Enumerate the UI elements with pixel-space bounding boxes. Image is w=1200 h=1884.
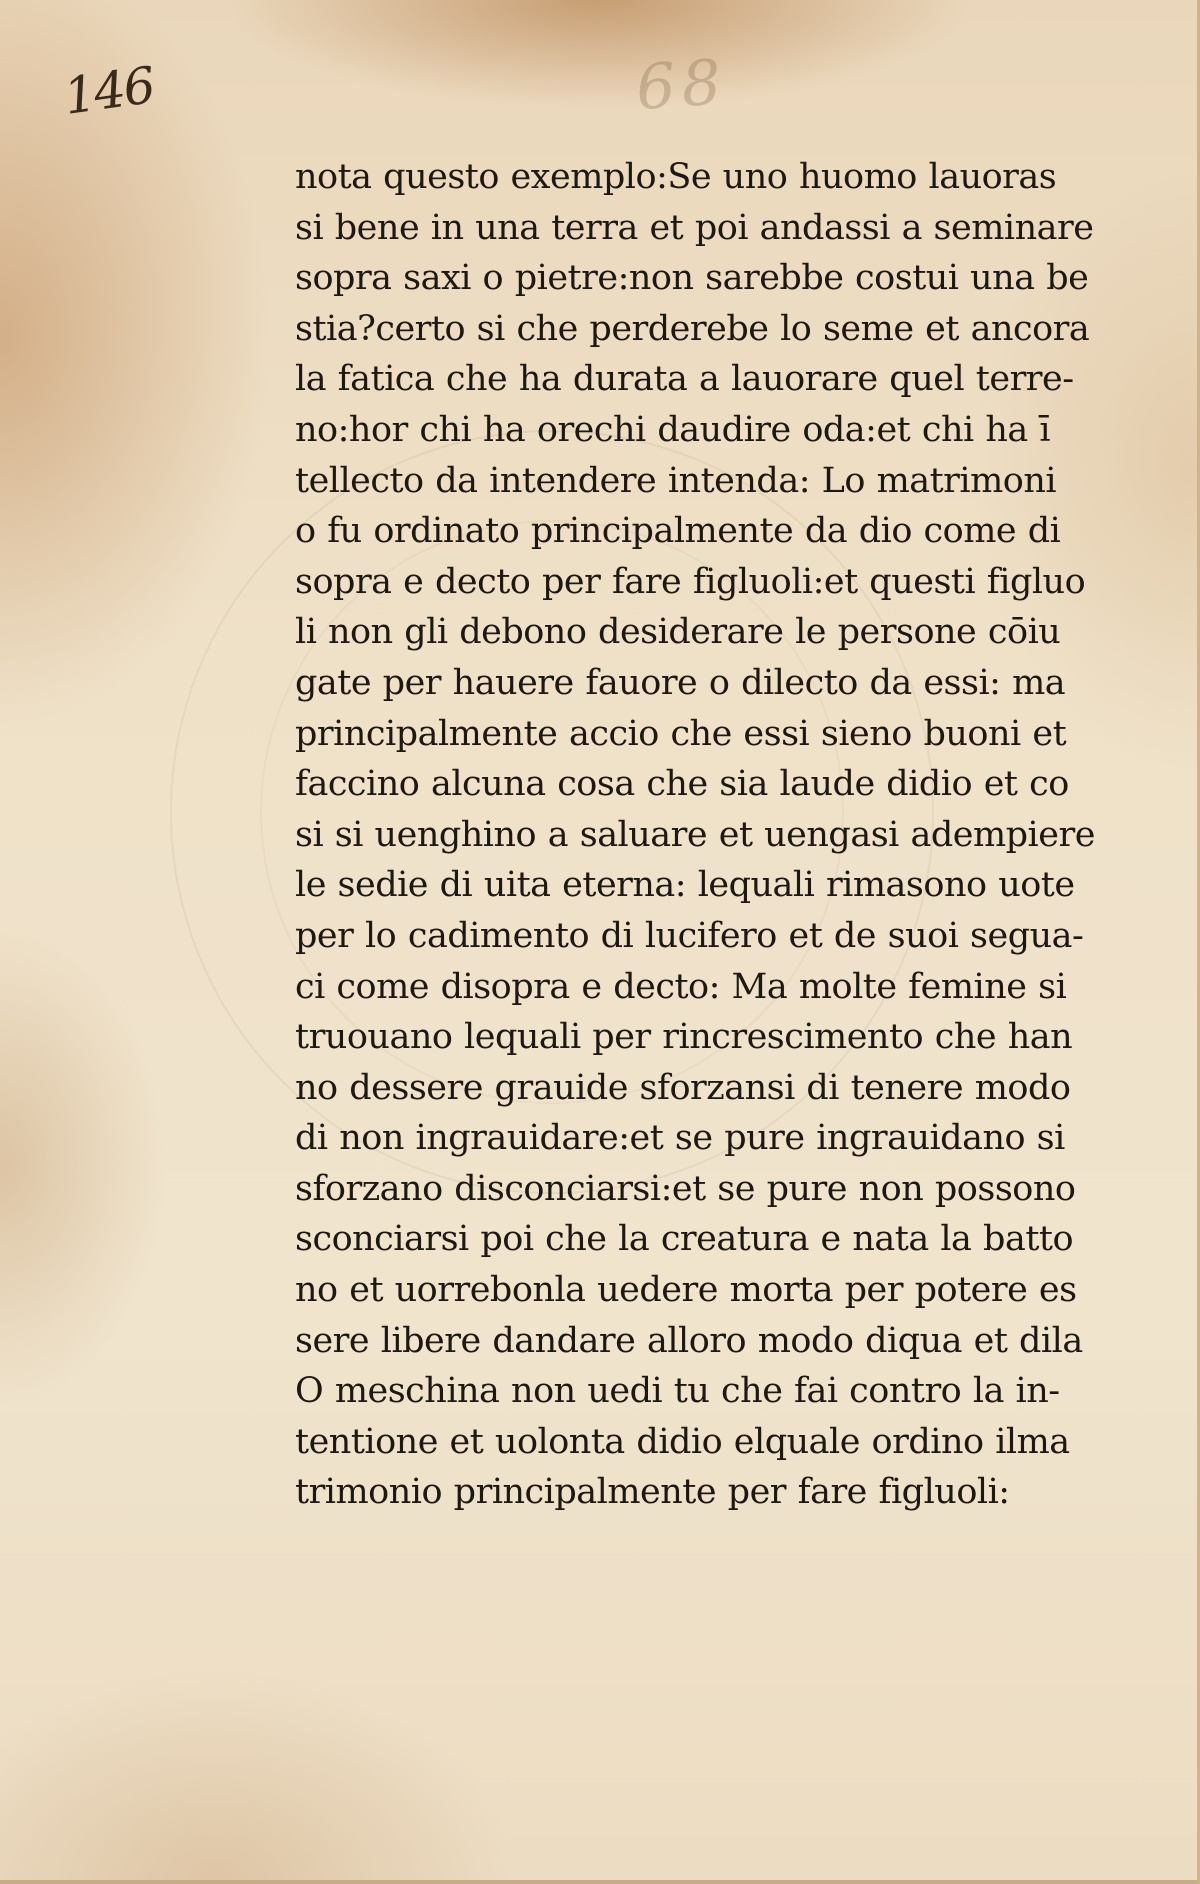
text-line: ci come disopra e decto: Ma molte femine si: [295, 966, 1067, 1007]
text-line: tellecto da intendere intenda: Lo matrimoni: [295, 460, 1057, 501]
text-line: sforzano disconciarsi:et se pure non possono: [295, 1168, 1076, 1209]
text-line: si bene in una terra et poi andassi a seminare: [295, 207, 1094, 248]
text-line: no:hor chi ha orechi daudire oda:et chi ha ī: [295, 409, 1051, 450]
folio-number: 146: [60, 56, 158, 126]
text-line: faccino alcuna cosa che sia laude didio et co: [295, 764, 1069, 805]
text-line: tentione et uolonta didio elquale ordino ilma: [295, 1421, 1070, 1462]
text-line: O meschina non uedi tu che fai contro la in-: [295, 1371, 1060, 1412]
text-line: no et uorrebonla uedere morta per potere es: [295, 1270, 1077, 1311]
text-line: no dessere grauide sforzansi di tenere modo: [295, 1067, 1071, 1108]
text-line: sopra e decto per fare figluoli:et questi figluo: [295, 561, 1086, 602]
text-line: principalmente accio che essi sieno buoni et: [295, 713, 1067, 754]
text-line: truouano lequali per rincrescimento che han: [295, 1017, 1073, 1058]
text-line: gate per hauere fauore o dilecto da essi: ma: [295, 662, 1066, 703]
text-line: si si uenghino a saluare et uengasi adempiere: [295, 814, 1095, 855]
text-line: sconciarsi poi che la creatura e nata la batto: [295, 1219, 1074, 1260]
text-line: stia?certo si che perderebe lo seme et ancora: [295, 308, 1090, 349]
text-line: per lo cadimento di lucifero et de suoi segua-: [295, 915, 1084, 956]
text-line: sopra saxi o pietre:non sarebbe costui una be: [295, 258, 1089, 299]
faded-page-number: 68: [633, 44, 730, 125]
text-block: [295, 152, 1095, 1518]
text-line: le sedie di uita eterna: lequali rimasono uote: [295, 865, 1075, 906]
text-line: li non gli debono desiderare le persone cōiu: [295, 612, 1061, 653]
text-line: sere libere dandare alloro modo diqua et dila: [295, 1320, 1083, 1361]
text-line: nota questo exemplo:Se uno huomo lauoras: [295, 157, 1057, 197]
text-line: di non ingrauidare:et se pure ingrauidano si: [295, 1118, 1065, 1159]
text-line: la fatica che ha durata a lauorare quel terre-: [295, 359, 1074, 400]
text-line: trimonio principalmente per fare figluoli:: [295, 1472, 1010, 1513]
text-line: o fu ordinato principalmente da dio come di: [295, 511, 1061, 552]
